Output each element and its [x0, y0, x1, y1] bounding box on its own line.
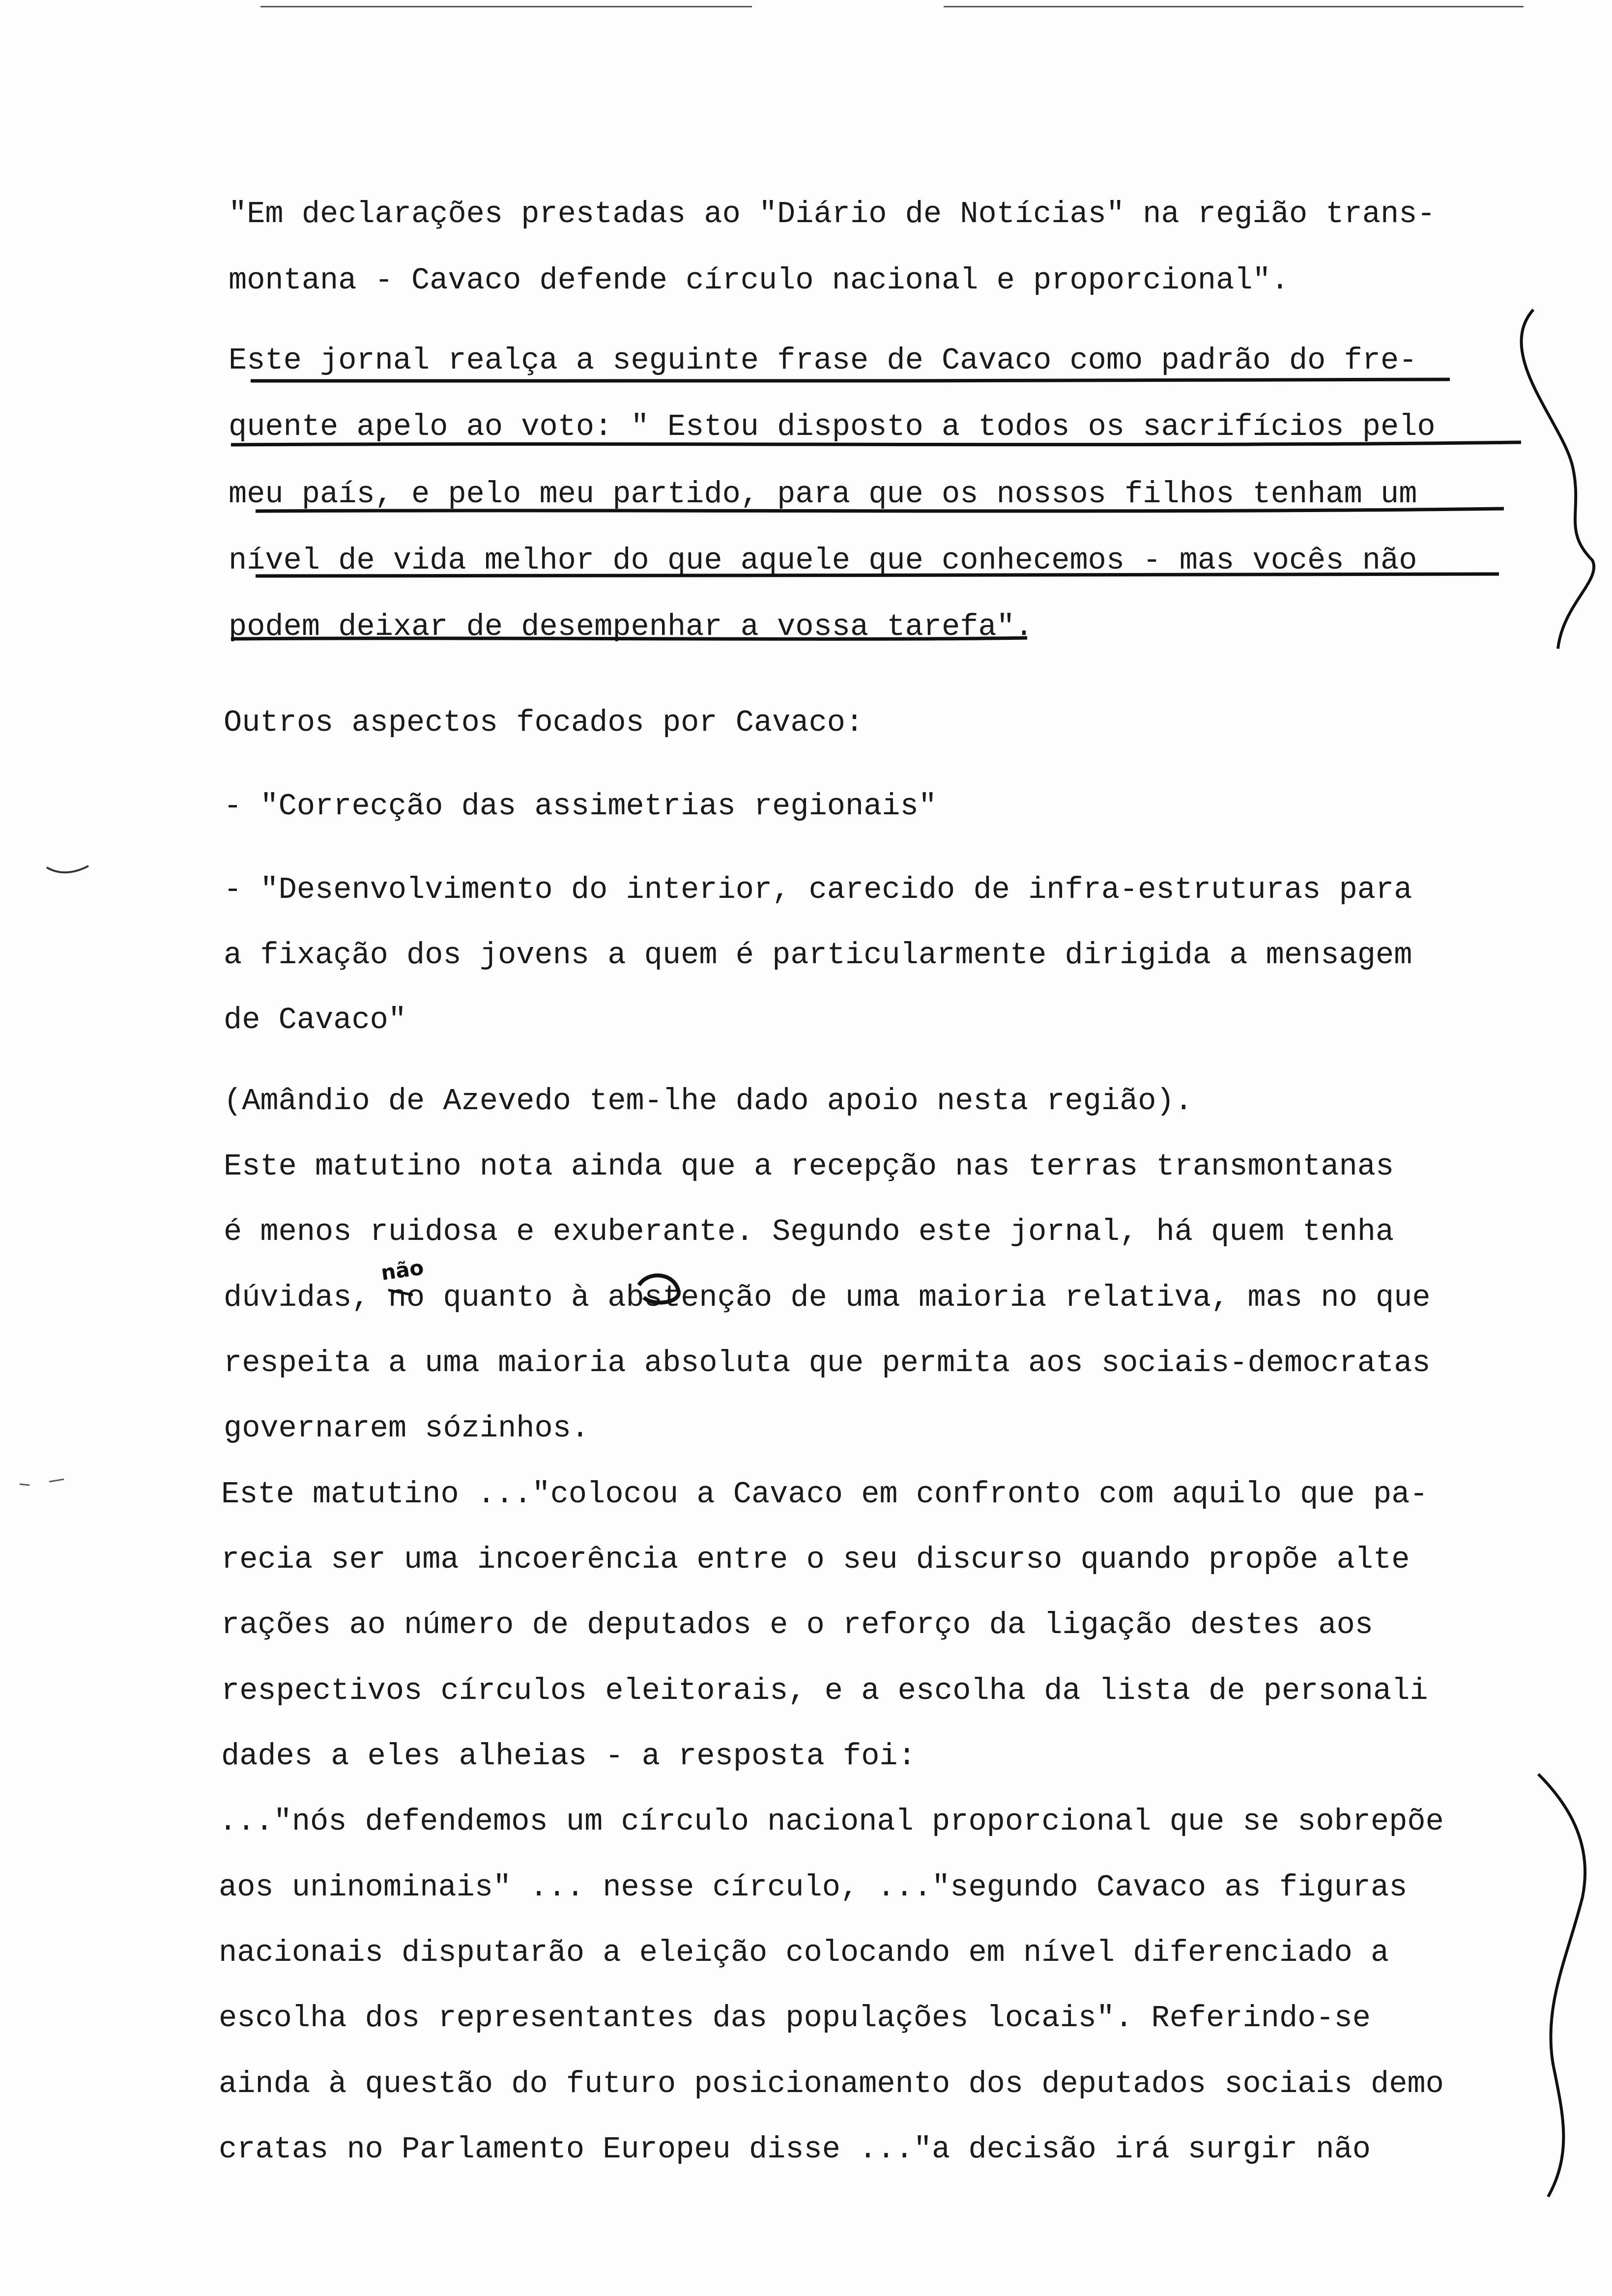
bracket-mark	[1522, 310, 1594, 649]
text-line: ainda à questão do futuro posicionamento dos deputados sociais demo	[219, 2066, 1444, 2101]
margin-mark	[47, 866, 88, 872]
text-line: é menos ruidosa e exuberante. Segundo este jornal, há quem tenha	[224, 1214, 1394, 1249]
text-line: a fixação dos jovens a quem é particularmente dirigida a mensagem	[224, 938, 1412, 973]
text-line: recia ser uma incoerência entre o seu discurso quando propõe alte	[221, 1542, 1410, 1577]
handwritten-annotation: não	[379, 1255, 426, 1285]
text-line: - "Desenvolvimento do interior, carecido de infra-estruturas para	[224, 872, 1412, 907]
text-line: aos uninominais" ... nesse círculo, ..."segundo Cavaco as figuras	[219, 1870, 1408, 1905]
text-line: governarem sózinhos.	[224, 1411, 590, 1446]
text-line: Este jornal realça a seguinte frase de Cavaco como padrão do fre-	[229, 343, 1417, 378]
text-line: respeita a uma maioria absoluta que permita aos sociais-democratas	[224, 1346, 1431, 1380]
text-line: Este matutino ..."colocou a Cavaco em confronto com aquilo que pa-	[221, 1477, 1428, 1512]
bracket-mark	[1538, 1774, 1585, 2197]
text-line: rações ao número de deputados e o reforço da ligação destes aos	[221, 1607, 1373, 1642]
margin-mark	[20, 1479, 64, 1485]
top-border-line-left	[260, 6, 752, 7]
text-line: dúvidas, no quanto à abstenção de uma maioria relativa, mas no que	[224, 1280, 1431, 1315]
top-border-line-right	[944, 6, 1524, 7]
text-line: de Cavaco"	[224, 1003, 407, 1037]
text-line: dades a eles alheias - a resposta foi:	[221, 1739, 916, 1774]
text-line: nacionais disputarão a eleição colocando em nível diferenciado a	[219, 1935, 1389, 1970]
text-line: "Em declarações prestadas ao "Diário de Notícias" na região trans-	[229, 197, 1436, 231]
text-line: nível de vida melhor do que aquele que conhecemos - mas vocês não	[229, 543, 1417, 578]
text-line: cratas no Parlamento Europeu disse ..."a decisão irá surgir não	[219, 2132, 1371, 2167]
text-line: Este matutino nota ainda que a recepção nas terras transmontanas	[224, 1149, 1394, 1184]
text-line: escolha dos representantes das populações locais". Referindo-se	[219, 2001, 1371, 2036]
text-line: quente apelo ao voto: " Estou disposto a todos os sacrifícios pelo	[229, 409, 1436, 444]
text-line: Outros aspectos focados por Cavaco:	[224, 705, 864, 740]
text-line: (Amândio de Azevedo tem-lhe dado apoio nesta região).	[224, 1084, 1193, 1119]
text-line: respectivos círculos eleitorais, e a escolha da lista de personali	[221, 1673, 1428, 1708]
underline-mark	[251, 379, 1450, 381]
text-line: - "Correcção das assimetrias regionais"	[224, 789, 937, 824]
text-line: podem deixar de desempenhar a vossa tarefa".	[229, 609, 1034, 644]
text-line: meu país, e pelo meu partido, para que os nossos filhos tenham um	[229, 477, 1417, 512]
text-line: ..."nós defendemos um círculo nacional proporcional que se sobrepõe	[219, 1804, 1444, 1839]
text-line: montana - Cavaco defende círculo nacional e proporcional".	[229, 263, 1289, 298]
